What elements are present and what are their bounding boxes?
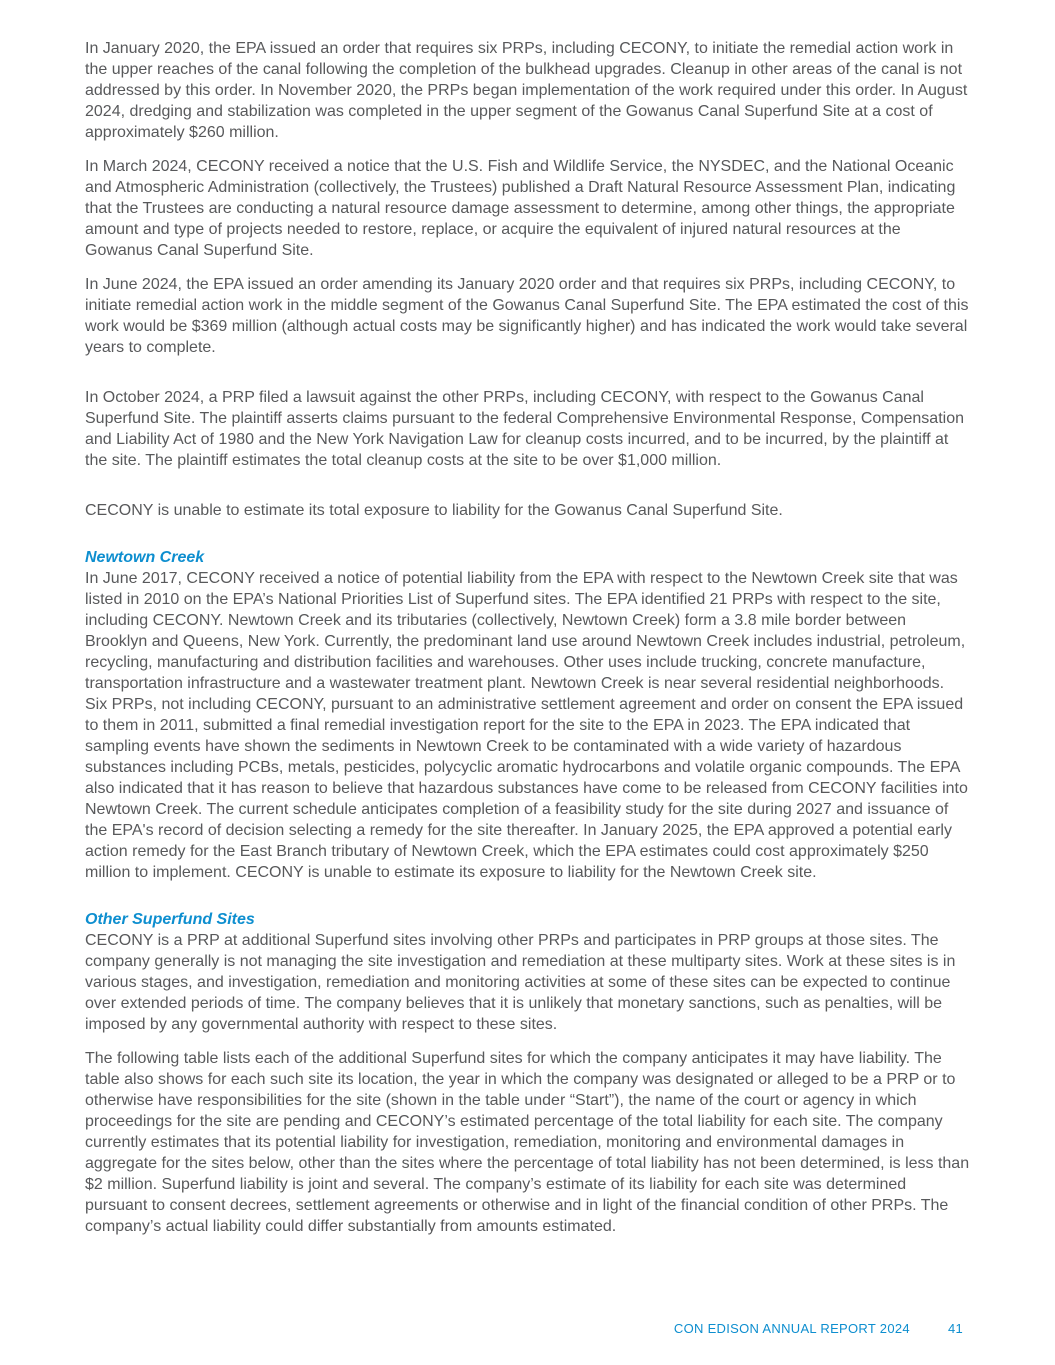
- paragraph-superfund-table-intro: The following table lists each of the additional Superfund sites for which the company anticipates it may have liability. The table also shows for each such site its location, the year in which the company was designated or alleged to be a PRP or to otherwise have responsibilities for the site (shown in the table under “Start”), the name of the court or agency in which proceedings for the site are pending and CECONY’s estimated percentage of the total liability for each site. The company currently estimates that its potential liability for investigation, remediation, monitoring and environmental damages in aggregate for the sites below, other than the sites where the percentage of total liability has not been determined, is less than $2 million. Superfund liability is joint and several. The company’s estimate of its liability for each site was determined pursuant to consent decrees, settlement agreements or otherwise and in light of the financial condition of other PRPs. The company’s actual liability could differ substantially from amounts estimated.: [85, 1050, 970, 1235]
- page-footer: [674, 1321, 963, 1337]
- paragraph-newtown-creek: In June 2017, CECONY received a notice of potential liability from the EPA with respect to the Newtown Creek site that was listed in 2010 on the EPA’s National Priorities List of Superfund sites. The EPA identified 21 PRPs with respect to the site, including CECONY. Newtown Creek and its tributaries (collectively, Newtown Creek) form a 3.8 mile border between Brooklyn and Queens, New York. Currently, the predominant land use around Newtown Creek includes industrial, petroleum, recycling, manufacturing and distribution facilities and warehouses. Other uses include trucking, concrete manufacture, transportation infrastructure and a wastewater treatment plant. Newtown Creek is near several residential neighborhoods. Six PRPs, not including CECONY, pursuant to an administrative settlement agreement and order on consent the EPA issued to them in 2011, submitted a final remedial investigation report for the site to the EPA in 2023. The EPA indicated that sampling events have shown the sediments in Newtown Creek to be contaminated with a wide variety of hazardous substances including PCBs, metals, pesticides, polycyclic aromatic hydrocarbons and volatile organic compounds. The EPA also indicated that it has reason to believe that hazardous substances have come to be released from CECONY facilities into Newtown Creek. The current schedule anticipates completion of a feasibility study for the site during 2027 and issuance of the EPA's record of decision selecting a remedy for the site thereafter. In January 2025, the EPA approved a potential early action remedy for the East Branch tributary of Newtown Creek, which the EPA estimates could cost approximately $250 million to implement. CECONY is unable to estimate its exposure to liability for the Newtown Creek site.: [85, 570, 968, 881]
- footer-page-number: 41: [947, 1321, 963, 1336]
- section-heading-newtown-creek: Newtown Creek: [85, 549, 205, 566]
- paragraph-gowanus-jun-2024-order: In June 2024, the EPA issued an order amending its January 2020 order and that requires six PRPs, including CECONY, to initiate remedial action work in the middle segment of the Gowanus Canal Superfund Site. The EPA estimated the cost of this work would be $369 million (although actual costs may be significantly higher) and has indicated the work would take several years to complete.: [85, 276, 969, 356]
- paragraph-gowanus-jan-2020-order: In January 2020, the EPA issued an order that requires six PRPs, including CECONY, to initiate the remedial action work in the upper reaches of the canal following the completion of the bulkhead upgrades. Cleanup in other areas of the canal is not addressed by this order. In November 2020, the PRPs began implementation of the work required under this order. In August 2024, dredging and stabilization was completed in the upper segment of the Gowanus Canal Superfund Site at a cost of approximately $260 million.: [85, 40, 968, 141]
- paragraph-other-superfund-overview: CECONY is a PRP at additional Superfund sites involving other PRPs and participates in PRP groups at those sites. The company generally is not managing the site investigation and remediation at these multiparty sites. Work at these sites is in various stages, and investigation, remediation and monitoring activities at some of these sites can be expected to continue over extended periods of time. The company believes that it is unlikely that monetary sanctions, such as penalties, will be imposed by any governmental authority with respect to these sites.: [85, 932, 956, 1033]
- section-heading-other-superfund-sites: Other Superfund Sites: [85, 911, 255, 928]
- paragraph-gowanus-oct-2024-lawsuit: In October 2024, a PRP filed a lawsuit against the other PRPs, including CECONY, with respect to the Gowanus Canal Superfund Site. The plaintiff asserts claims pursuant to the federal Comprehensive Environmental Response, Compensation and Liability Act of 1980 and the New York Navigation Law for cleanup costs incurred, and to be incurred, by the plaintiff at the site. The plaintiff estimates the total cleanup costs at the site to be over $1,000 million.: [85, 389, 964, 469]
- paragraph-gowanus-liability-estimate: CECONY is unable to estimate its total exposure to liability for the Gowanus Canal Superfund Site.: [85, 502, 783, 519]
- page-content: [85, 38, 970, 1250]
- footer-report-title: CON EDISON ANNUAL REPORT 2024: [673, 1321, 910, 1336]
- paragraph-gowanus-mar-2024-trustees: In March 2024, CECONY received a notice that the U.S. Fish and Wildlife Service, the NYSDEC, and the National Oceanic and Atmospheric Administration (collectively, the Trustees) published a Draft Natural Resource Assessment Plan, indicating that the Trustees are conducting a natural resource damage assessment to determine, among other things, the appropriate amount and type of projects needed to restore, replace, or acquire the equivalent of injured natural resources at the Gowanus Canal Superfund Site.: [85, 158, 956, 259]
